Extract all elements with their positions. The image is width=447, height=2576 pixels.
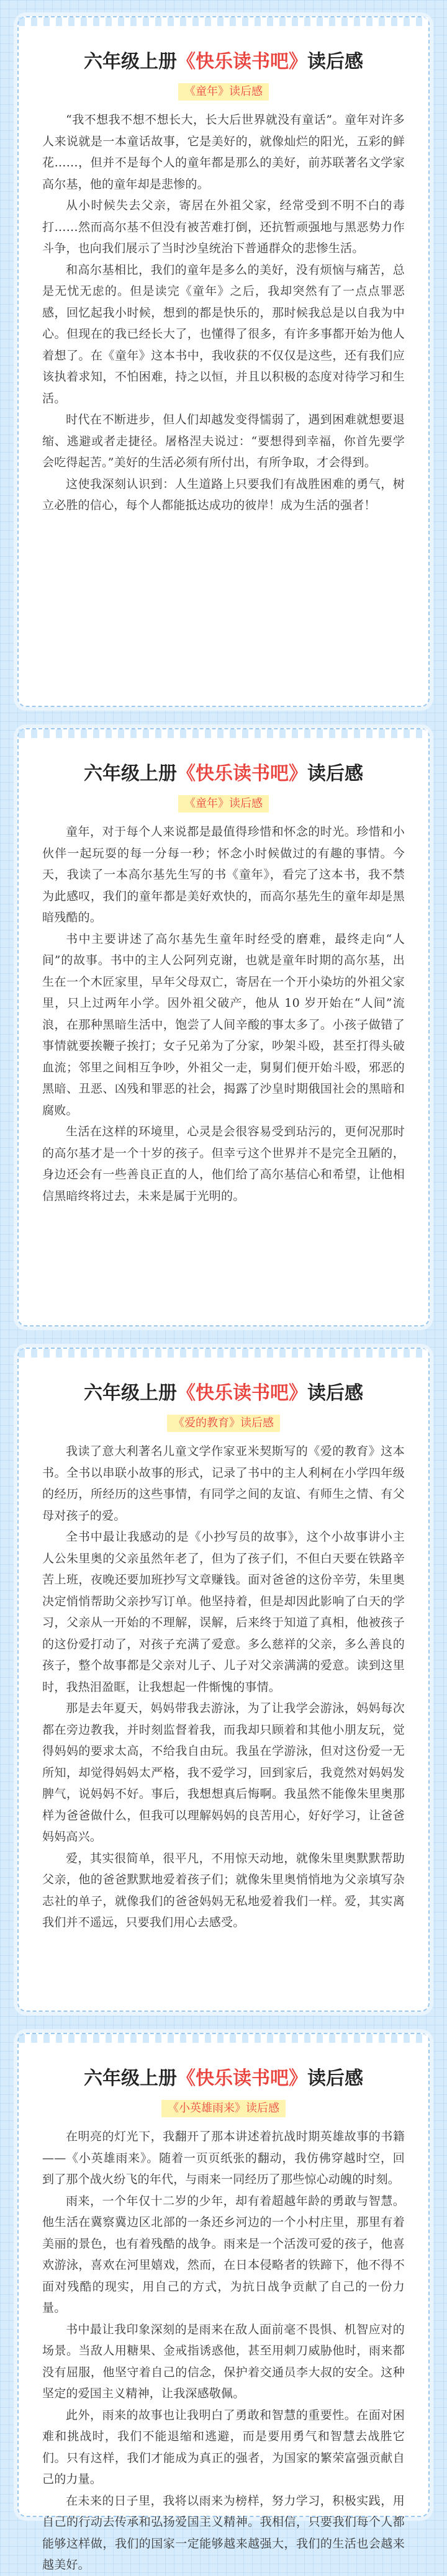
title-book: 《快乐读书吧》: [177, 51, 307, 73]
section-title: [42, 762, 405, 786]
card-top-border: [19, 17, 428, 26]
title-prefix: 六年级上册: [84, 1382, 177, 1404]
section-title: [42, 50, 405, 74]
paragraph: 爱，其实很简单，很平凡，不用惊天动地，就像朱里奥默默帮助父亲，他的爸爸默默地爱着孩子们；就像朱里奥悄悄地为父亲填写杂志社的单子，就像我们的爸爸妈妈无私地爱着我们一样。爱，其实离我们并不遥远，只要我们用心去感受。: [42, 1851, 405, 1929]
title-book: 《快乐读书吧》: [177, 2068, 307, 2089]
essay-card-tongnian-2: [17, 728, 430, 1326]
section-title: [42, 1381, 405, 1406]
paragraph: “我不想我不想不想长大，长大后世界就没有童话”。童年对许多人来说就是一本童话故事，它是美好的，就像灿烂的阳光，五彩的鲜花……，但并不是每个人的童年都是那么的美好，前苏联著名文学家高尔基，他的童年却是悲惨的。: [42, 113, 405, 191]
paragraph: 那是去年夏天，妈妈带我去游泳，为了让我学会游泳，妈妈每次都在旁边教我，并时刻监督着我，而我却只顾着和其他小朋友玩，觉得妈妈的要求太高，不给我自由玩。我虽在学游泳，但对这份爱一无所知，却觉得妈妈太严格，我不爱学习，回到家后，我竟然对妈妈发脾气，说妈妈不好。事后，我想想真后悔啊。我虽然不能像朱里奥那样为爸爸做什么，但我可以理解妈妈的良苦用心，好好学习，让爸爸妈妈高兴。: [42, 1701, 405, 1844]
section-subtitle: 《爱的教育》读后感: [167, 1415, 280, 1432]
title-suffix: 读后感: [307, 2068, 363, 2089]
paragraph: 童年，对于每个人来说都是最值得珍惜和怀念的时光。珍惜和小伙伴一起玩耍的每一分每一秒；怀念小时候做过的有趣的事情。今天，我读了一本高尔基先生写的书《童年》，看完了这本书，我不禁为此感叹，我们的童年都是美好欢快的，而高尔基先生的童年却是黑暗残酷的。: [42, 825, 405, 924]
title-book: 《快乐读书吧》: [177, 763, 307, 785]
paragraph: 在明亮的灯光下，我翻开了那本讲述着抗战时期英雄故事的书籍——《小英雄雨来》。随着一页页纸张的翻动，我仿佛穿越时空，回到了那个战火纷飞的年代，与雨来一同经历了那些惊心动魄的时刻。: [42, 2130, 405, 2186]
paragraph: 生活在这样的环境里，心灵是会很容易受到玷污的，更何况那时的高尔基才是一个十岁的孩子。但幸亏这个世界并不是完全丑陋的，身边还会有一些善良正直的人，他们给了高尔基信心和希望，让他相信黑暗终将过去，未来是属于光明的。: [42, 1125, 405, 1203]
essay-card-xiao-yingxiong-yulai: [17, 2033, 430, 2572]
paragraph: 和高尔基相比，我们的童年是多么的美好，没有烦恼与痛苦，总是无忧无虑的。但是读完《童年》之后，我却突然有了一点点罪恶感，回忆起我小时候，想到的都是快乐的，那时候我总是以自我为中心。但现在的我已经长大了，也懂得了很多，有许多事都开始为他人着想了。在《童年》这本书中，我收获的不仅仅是这些，还有我们应该执着求知，不怕困难，持之以恒，并且以积极的态度对待学习和生活。: [42, 263, 405, 405]
paragraph: 我读了意大利著名儿童文学作家亚米契斯写的《爱的教育》这本书。全书以串联小故事的形式，记录了书中的主人利柯在小学四年级的经历，所经历的这些事情，有同学之间的友谊、有师生之情、有父母对孩子的爱。: [42, 1444, 405, 1523]
section-subtitle: 《童年》读后感: [178, 83, 269, 101]
paragraph: 这使我深刻认识到：人生道路上只要我们有战胜困难的勇气，树立必胜的信心，每个人都能抵达成功的彼岸！成为生活的强者！: [42, 477, 405, 512]
title-prefix: 六年级上册: [84, 763, 177, 785]
card-top-border: [19, 729, 428, 738]
section-subtitle: 《小英雄雨来》读后感: [161, 2100, 286, 2117]
paragraph: 书中主要讲述了高尔基先生童年时经受的磨难，最终走向“人间”的故事。书中的主人公阿列克谢，也就是童年时期的高尔基，出生在一个木匠家里，早年父母双亡，寄居在一个开小染坊的外祖父家里，只上过两年小学。因外祖父破产，他从 10 岁开始在“人间”流浪，在那种黑暗生活中，饱尝了人间辛酸的事太多了。小孩子做错了事情就要挨鞭子挨打；女子兄弟为了分家，吵架斗殴，甚至打得头破血流；邻里之间相互争吵，外祖父一走，舅舅们便开始斗殴，邪恶的黑暗、丑恶、凶残和罪恶的社会，揭露了沙皇时期俄国社会的黑暗和腐败。: [42, 932, 405, 1117]
paragraph: 在未来的日子里，我将以雨来为榜样，努力学习，积极实践，用自己的行动去传承和弘扬爱国主义精神。我相信，只要我们每个人都能够这样做，我们的国家一定能够越来越强大，我们的生活也会越来越美好。: [42, 2493, 405, 2572]
essay-card-tongnian-1: [17, 16, 430, 707]
section-title: [42, 2066, 405, 2091]
paragraph: 雨来，一个年仅十二岁的少年，却有着超越年龄的勇敢与智慧。他生活在冀察冀边区北部的一条还乡河边的一个小村庄里，那里有着美丽的景色，也有着残酷的战争。雨来是一个活泼可爱的孩子，他喜欢游泳，喜欢在河里嬉戏，然而，在日本侵略者的铁蹄下，他不得不面对残酷的现实，用自己的方式，为抗日战争贡献了自己的一份力量。: [42, 2194, 405, 2315]
title-suffix: 读后感: [307, 1382, 363, 1404]
card-top-border: [19, 1349, 428, 1358]
paragraph: 全书中最让我感动的是《小抄写员的故事》，这个小故事讲小主人公朱里奥的父亲虽然年老了，但为了孩子们，不但白天要在铁路辛苦上班，夜晚还要加班抄写文章赚钱。面对爸爸的这份辛劳，朱里奥决定悄悄帮助父亲抄写订单。他坚持着，但是却因此影响了白天的学习，父亲从一开始的不理解，误解，后来终于知道了真相，他被孩子的这份爱打动了，对孩子充满了爱意。多么慈祥的父亲，多么善良的孩子，整个故事都是父亲对儿子、儿子对父亲满满的爱意。读到这里时，我热泪盈眶，让我想起一件惭愧的事情。: [42, 1530, 405, 1694]
paragraph: 书中最让我印象深刻的是雨来在敌人面前毫不畏惧、机智应对的场景。当敌人用糖果、金戒指诱惑他，甚至用刺刀威胁他时，雨来都没有屈服，他坚守着自己的信念，保护着交通员李大叔的安全。这种坚定的爱国主义精神，让我深感敬佩。: [42, 2322, 405, 2400]
paragraph: 时代在不断进步，但人们却越发变得懦弱了，遇到困难就想要退缩、逃避或者走捷径。屠格涅夫说过：“要想得到幸福，你首先要学会吃得起苦。”美好的生活必须有所付出，有所争取，才会得到。: [42, 413, 405, 469]
title-prefix: 六年级上册: [84, 2068, 177, 2089]
section-subtitle: 《童年》读后感: [178, 795, 269, 813]
title-suffix: 读后感: [307, 763, 363, 785]
essay-card-aide-jiaoyu: [17, 1348, 430, 2012]
title-suffix: 读后感: [307, 51, 363, 73]
title-prefix: 六年级上册: [84, 51, 177, 73]
paragraph: 此外，雨来的故事也让我明白了勇敢和智慧的重要性。在面对困难和挑战时，我们不能退缩和逃避，而是要用勇气和智慧去战胜它们。只有这样，我们才能成为真正的强者，为国家的繁荣富强贡献自己的力量。: [42, 2408, 405, 2486]
paragraph: 从小时候失去父亲，寄居在外祖父家，经常受到不明不白的毒打……然而高尔基不但没有被苦难打倒，还抗暂顽强地与黑恶势力作斗争，也向我们展示了当时沙皇统治下普通群众的悲惨生活。: [42, 199, 405, 255]
title-book: 《快乐读书吧》: [177, 1382, 307, 1404]
card-top-border: [19, 2034, 428, 2043]
